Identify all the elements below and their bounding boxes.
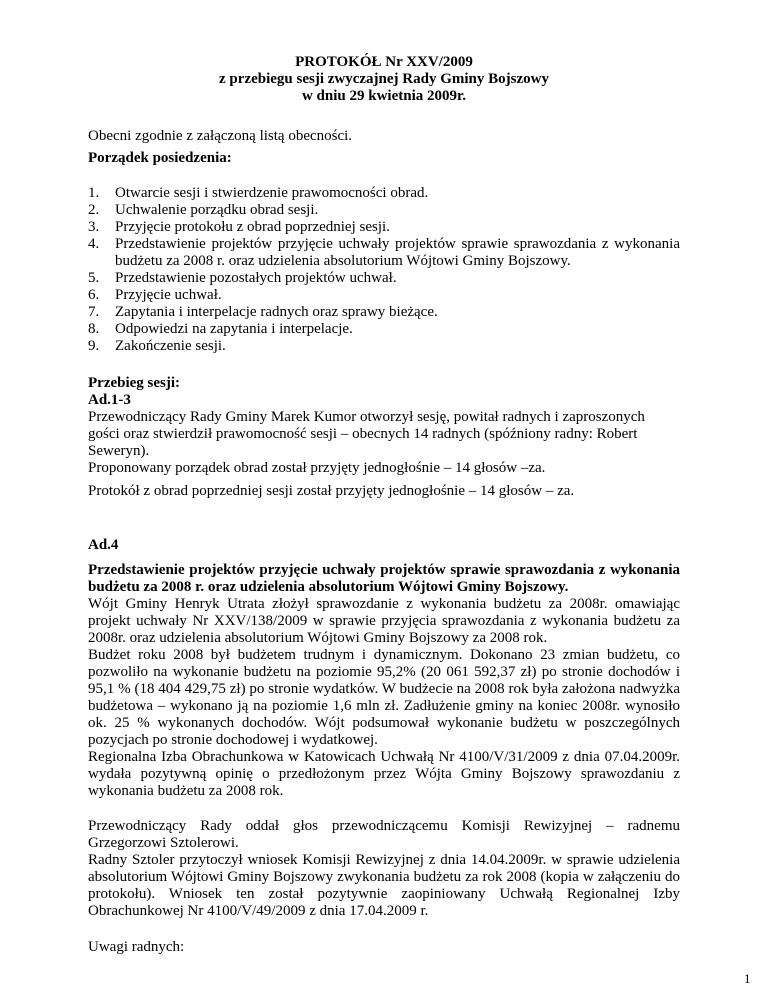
list-item: 3. Przyjęcie protokołu z obrad poprzedniej sesji. bbox=[88, 219, 390, 235]
document-title bbox=[88, 54, 680, 105]
ad4-paragraph: Przewodniczący Rady oddał głos przewodniczącemu Komisji Rewizyjnej – radnemu Grzegorzowi Sztolerowi. bbox=[88, 818, 680, 851]
title-line-2: z przebiegu sesji zwyczajnej Rady Gminy Bojszowy bbox=[219, 71, 549, 87]
page-number: 1 bbox=[744, 971, 751, 986]
list-item: 9. Zakończenie sesji. bbox=[88, 338, 226, 354]
ad4-paragraph: Uwagi radnych: bbox=[88, 939, 185, 955]
list-item: 7. Zapytania i interpelacje radnych oraz sprawy bieżące. bbox=[88, 304, 438, 320]
agenda-heading: Porządek posiedzenia: bbox=[88, 150, 232, 166]
ad4-paragraph: Regionalna Izba Obrachunkowa w Katowicach Uchwałą Nr 4100/V/31/2009 z dnia 07.04.2009r. wydała pozytywną opinię o przedłożonym przez Wójta Gminy Bojszowy sprawozdaniu z wykonania budżetu za 2008 rok. bbox=[88, 749, 680, 799]
list-item: 1. Otwarcie sesji i stwierdzenie prawomocności obrad. bbox=[88, 185, 429, 201]
ad4-paragraph: Budżet roku 2008 był budżetem trudnym i dynamicznym. Dokonano 23 zmian budżetu, co pozwoliło na wykonanie budżetu na poziomie 95,2% (20 061 592,37 zł) po stronie dochodów i 95,1 % (18 404 429,75 zł) po stronie wydatków. W budżecie na 2008 rok była założona nadwyżka budżetowa – wykonano ją na poziomie 1,6 mln zł. Zadłużenie gminy na koniec 2008r. wynosiło ok. 25 % wykonanych dochodów. Wójt podsumował wykonanie budżetu w poszczególnych pozycjach po stronie dochodowej i wydatkowej. bbox=[88, 647, 680, 748]
ad4-paragraph: Wójt Gminy Henryk Utrata złożył sprawozdanie z wykonania budżetu za 2008r. omawiając projekt uchwały Nr XXV/138/2009 w sprawie przyjęcia sprawozdania z wykonania budżetu za 2008r. oraz udzielenia absolutorium Wójtowi Gminy Bojszowy za 2008 rok. bbox=[88, 596, 680, 646]
title-line-3: w dniu 29 kwietnia 2009r. bbox=[301, 88, 467, 104]
list-item: 4. Przedstawienie projektów przyjęcie uchwały projektów sprawie sprawozdania z wykonania budżetu za 2008 r. oraz udzielenia absolutorium Wójtowi Gminy Bojszowy. bbox=[88, 236, 680, 269]
document-page bbox=[88, 0, 680, 956]
session-paragraph: Przewodniczący Rady Gminy Marek Kumor otworzył sesję, powitał radnych i zaproszonych gości oraz stwierdził prawomocność sesji – obecnych 14 radnych (spóźniony radny: Robert Seweryn). bbox=[88, 409, 645, 459]
list-item: 5. Przedstawienie pozostałych projektów uchwał. bbox=[88, 270, 397, 286]
list-item: 8. Odpowiedzi na zapytania i interpelacje. bbox=[88, 321, 353, 337]
title-line-1: PROTOKÓŁ Nr XXV/2009 bbox=[295, 54, 473, 70]
ad13-heading: Ad.1-3 bbox=[88, 392, 131, 408]
agenda-list bbox=[88, 185, 680, 355]
list-item: 6. Przyjęcie uchwał. bbox=[88, 287, 222, 303]
session-paragraph: Protokół z obrad poprzedniej sesji został przyjęty jednogłośnie – 14 głosów – za. bbox=[88, 483, 575, 499]
list-item: 2. Uchwalenie porządku obrad sesji. bbox=[88, 202, 319, 218]
ad4-paragraph: Radny Sztoler przytoczył wniosek Komisji Rewizyjnej z dnia 14.04.2009r. w sprawie udzielenia absolutorium Wójtowi Gminy Bojszowy zwykonania budżetu za rok 2008 (kopia w załączeniu do protokołu). Wniosek ten został pozytywnie zaopiniowany Uchwałą Regionalnej Izby Obrachunkowej Nr 4100/V/49/2009 z dnia 17.04.2009 r. bbox=[88, 852, 680, 919]
ad4-heading: Ad.4 bbox=[88, 537, 119, 553]
ad4-subheading: Przedstawienie projektów przyjęcie uchwały projektów sprawie sprawozdania z wykonania budżetu za 2008 r. oraz udzielenia absolutorium Wójtowi Gminy Bojszowy. bbox=[88, 562, 680, 595]
attendance-note: Obecni zgodnie z załączoną listą obecności. bbox=[88, 128, 353, 144]
session-paragraph: Proponowany porządek obrad został przyjęty jednogłośnie – 14 głosów –za. bbox=[88, 460, 546, 476]
session-heading: Przebieg sesji: bbox=[88, 375, 181, 391]
